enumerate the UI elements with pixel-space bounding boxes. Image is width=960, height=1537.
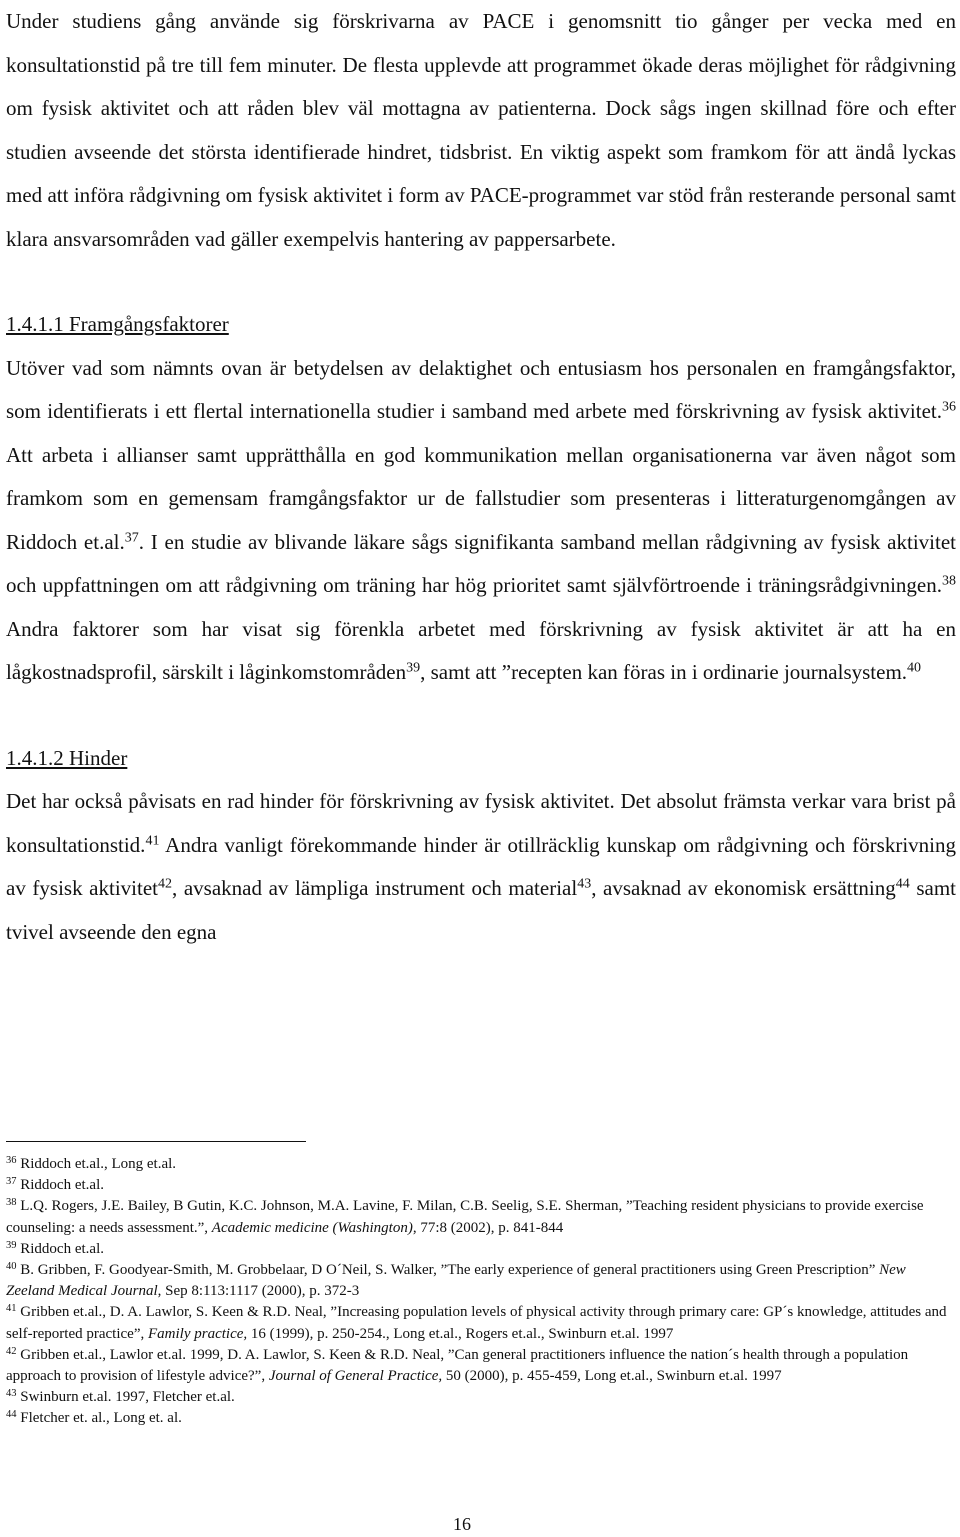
footnote-number: 40: [6, 1260, 17, 1272]
footnote-43: [6, 1387, 956, 1408]
paragraph-gap: [6, 261, 956, 303]
paragraph-text: , avsaknad av lämpliga instrument och material: [172, 876, 578, 900]
footnote-text: Swinburn et.al. 1997, Fletcher et.al.: [16, 1389, 235, 1406]
footnote-number: 41: [6, 1303, 17, 1315]
footnote-number: 36: [6, 1154, 17, 1166]
footnote-ref-44: 44: [895, 876, 910, 892]
footnote-ref-39: 39: [406, 660, 421, 676]
paragraph-text: , samt att ”recepten kan föras in i ordinarie journalsystem.: [420, 660, 908, 684]
footnote-journal: Family practice,: [148, 1325, 248, 1342]
footnote-journal: Journal of General Practice,: [268, 1368, 443, 1385]
footnote-number: 39: [6, 1239, 17, 1251]
section-heading-framgangsfaktorer: 1.4.1.1 Framgångsfaktorer: [6, 312, 229, 336]
paragraph-text: Det har också påvisats en rad hinder för förskrivning av fysisk aktivitet. Det absolut främsta verkar vara brist på konsultationstid.: [6, 789, 956, 857]
paragraph-text: Utöver vad som nämnts ovan är betydelsen av delaktighet och entusiasm hos personalen en framgångsfaktor, som identifierats i ett flertal internationella studier i samband med arbete med förskrivning av fysisk aktivitet.: [6, 355, 956, 423]
section-framgangsfaktorer: [6, 303, 956, 695]
footnote-text: Gribben et.al., D. A. Lawlor, S. Keen & R.D. Neal, ”Increasing population levels of physical activity through primary care: GP´s knowledge, attitudes and self-reported practice”,: [6, 1304, 947, 1342]
footnote-number: 43: [6, 1387, 17, 1399]
footnote-text: , 77:8 (2002), p. 841-844: [412, 1219, 564, 1236]
footnote-text: Gribben et.al., Lawlor et.al. 1999, D. A. Lawlor, S. Keen & R.D. Neal, ”Can general practitioners influence the nation´s health through a population approach to provision of lifestyle advice?”,: [6, 1346, 909, 1385]
footnote-text: L.Q. Rogers, J.E. Bailey, B Gutin, K.C. Johnson, M.A. Lavine, F. Milan, C.B. Seelig, S.E. Sherman, ”Teaching resident physicians to provide exercise counseling: a needs assessment.”,: [6, 1198, 924, 1236]
footnote-number: 44: [6, 1409, 17, 1421]
footnote-42: [6, 1345, 956, 1387]
document-page: [6, 0, 956, 954]
footnote-36: [6, 1154, 956, 1175]
footnote-text: Riddoch et.al.: [16, 1240, 104, 1257]
footnote-journal: Academic medicine (Washington): [211, 1219, 413, 1236]
footnotes-list: [6, 1154, 956, 1430]
page-number: 16: [453, 1514, 471, 1534]
paragraph-text: Att arbeta i allianser samt upprätthålla en god kommunikation mellan organisationerna var även något som framkom som en gemensam framgångsfaktor ur de fallstudier som presenteras i litteraturgenomgången av Riddoch et.al.: [6, 442, 956, 554]
framgangsfaktorer-paragraph: [6, 347, 956, 695]
paragraph-text: . I en studie av blivande läkare sågs signifikanta samband mellan rådgivning av fysisk aktivitet och uppfattningen om att rådgivning om träning har hög prioritet samt självförtroende i träningsrådgivningen.: [6, 529, 956, 597]
footnote-41: [6, 1302, 956, 1344]
paragraph-gap: [6, 695, 956, 737]
intro-paragraph: [6, 0, 956, 261]
footnote-44: [6, 1408, 956, 1429]
footnote-text: Riddoch et.al., Long et.al.: [16, 1156, 177, 1172]
footnote-text: 50 (2000), p. 455-459, Long et.al., Swinburn et.al. 1997: [442, 1368, 782, 1385]
footnote-37: [6, 1175, 956, 1196]
footnote-ref-36: 36: [942, 399, 956, 415]
footnote-text: Riddoch et.al.: [16, 1177, 104, 1194]
footnote-ref-41: 41: [145, 832, 160, 848]
footnote-ref-38: 38: [942, 573, 956, 589]
section-heading-hinder: 1.4.1.2 Hinder: [6, 745, 128, 770]
paragraph-text: Andra vanligt förekommande hinder är otillräcklig kunskap om rådgivning och förskrivning av fysisk aktivitet: [6, 832, 956, 900]
footnote-divider: [6, 1141, 306, 1142]
hinder-paragraph: [6, 780, 956, 954]
footnote-number: 42: [6, 1345, 17, 1357]
footnote-38: [6, 1196, 956, 1238]
footnote-text: 16 (1999), p. 250-254., Long et.al., Rogers et.al., Swinburn et.al. 1997: [247, 1325, 674, 1342]
paragraph-text: samt tvivel avseende den egna: [6, 876, 957, 944]
footnote-number: 37: [6, 1175, 17, 1187]
footnote-text: , Sep 8:113:1117 (2000), p. 372-3: [157, 1283, 360, 1300]
footnote-number: 38: [6, 1197, 17, 1209]
footnote-ref-40: 40: [907, 660, 922, 676]
footnote-text: B. Gribben, F. Goodyear-Smith, M. Grobbelaar, D O´Neil, S. Walker, ”The early experience of general practitioners using Green Prescription”: [16, 1262, 880, 1279]
section-hinder: [6, 737, 956, 955]
footnote-ref-42: 42: [158, 876, 172, 892]
footnote-journal: New Zeeland Medical Journal: [6, 1262, 906, 1300]
footnote-39: [6, 1239, 956, 1260]
footnote-text: Fletcher et. al., Long et. al.: [16, 1410, 182, 1427]
paragraph-text: , avsaknad av ekonomisk ersättning: [591, 876, 896, 900]
footnote-ref-43: 43: [577, 876, 592, 892]
intro-text: Under studiens gång använde sig förskrivarna av PACE i genomsnitt tio gånger per vecka med en konsultationstid på tre till fem minuter. De flesta upplevde att programmet ökade deras möjlighet för rådgivning om fysisk aktivitet och att råden blev väl mottagna av patienterna. Dock sågs ingen skillnad före och efter studien avseende det största identifierade hindret, tidsbrist. En viktig aspekt som framkom för att ändå lyckas med att införa rådgivning om fysisk aktivitet i form av PACE-programmet var stöd från resterande personal samt klara ansvarsområden vad gäller exempelvis hantering av pappersarbete.: [6, 9, 956, 251]
footnote-ref-37: 37: [124, 529, 139, 545]
footnote-40: [6, 1260, 956, 1302]
paragraph-text: Andra faktorer som har visat sig förenkla arbetet med förskrivning av fysisk aktivitet är att ha en lågkostnadsprofil, särskilt i låginkomstområden: [6, 616, 956, 684]
